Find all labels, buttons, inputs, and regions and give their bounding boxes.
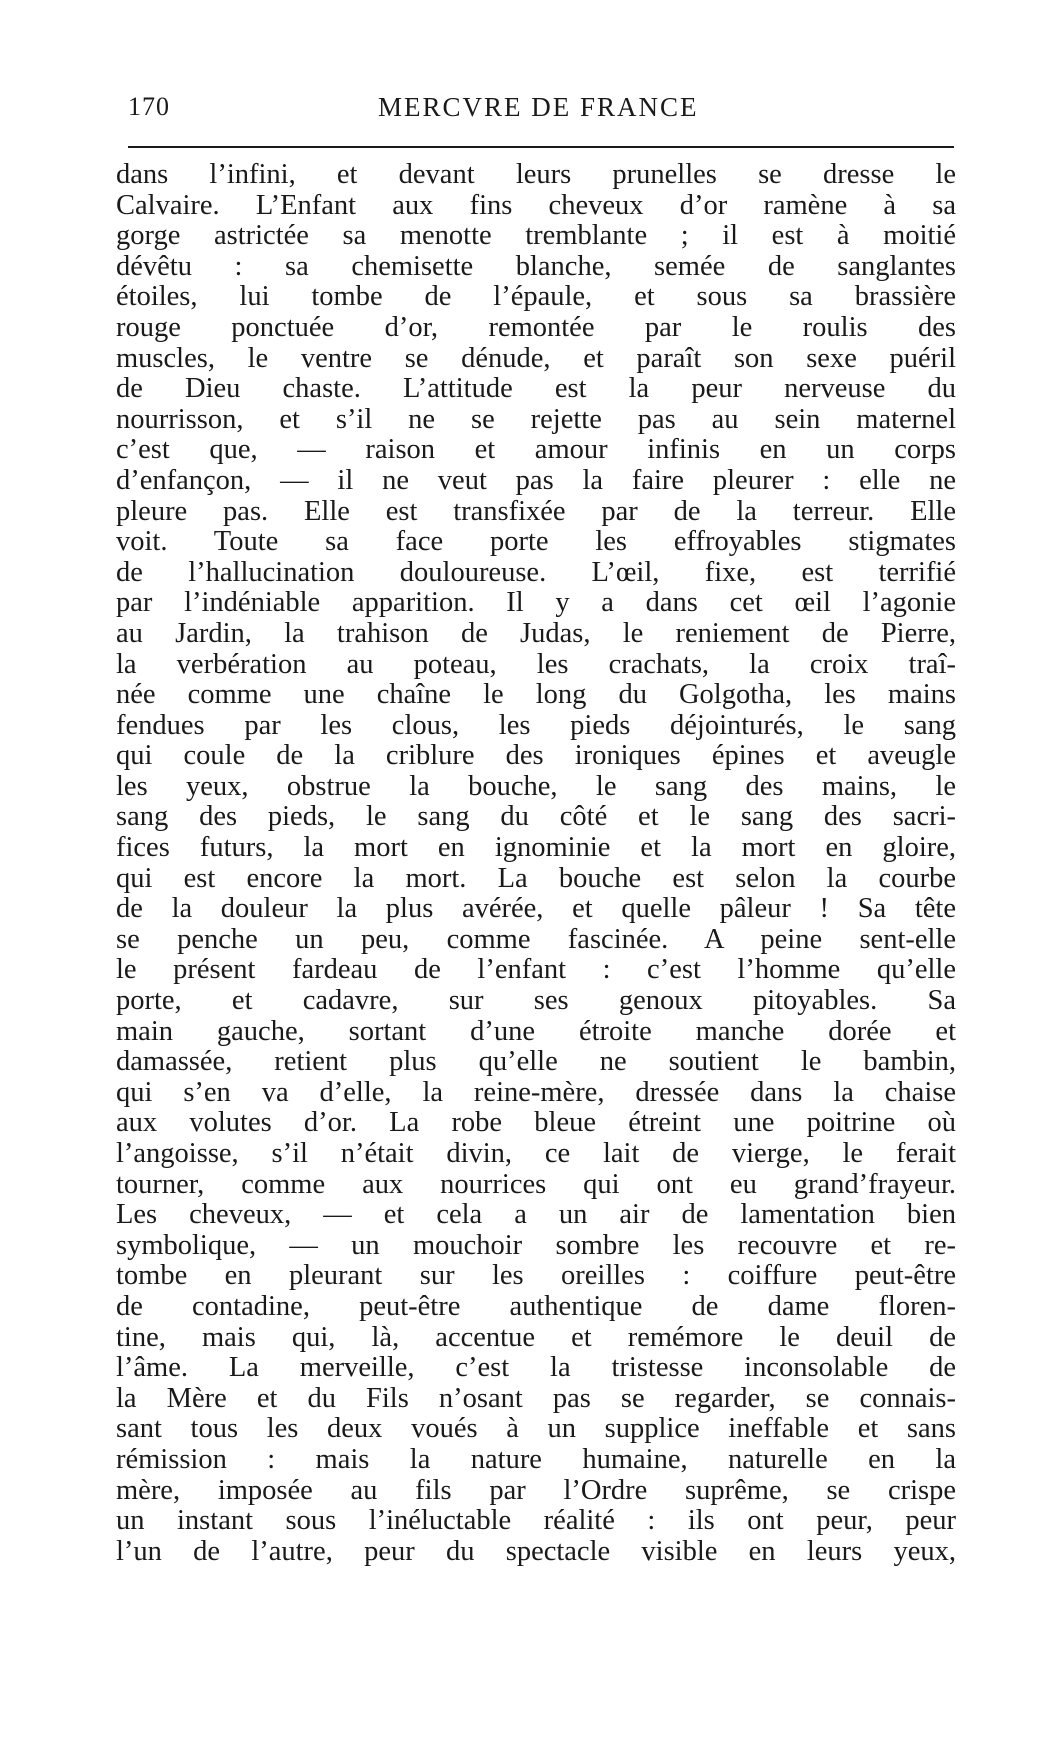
text-line: de l’hallucination douloureuse. L’œil, fixe, est terrifié (116, 557, 956, 588)
text-line: c’est que, — raison et amour infinis en un corps (116, 435, 956, 466)
text-line: la Mère et du Fils n’osant pas se regarder, se connais- (116, 1383, 956, 1414)
text-line: mère, imposée au fils par l’Ordre suprême, se crispe (116, 1475, 956, 1506)
text-line: tine, mais qui, là, accentue et remémore le deuil de (116, 1322, 956, 1353)
text-line: nourrisson, et s’il ne se rejette pas au sein maternel (116, 404, 956, 435)
text-line: l’un de l’autre, peur du spectacle visible en leurs yeux, (116, 1536, 956, 1567)
text-line: de contadine, peut-être authentique de dame floren- (116, 1291, 956, 1322)
text-line: voit. Toute sa face porte les effroyables stigmates (116, 527, 956, 558)
text-line: les yeux, obstrue la bouche, le sang des mains, le (116, 771, 956, 802)
text-line: tombe en pleurant sur les oreilles : coiffure peut-être (116, 1261, 956, 1292)
text-line: qui coule de la criblure des ironiques épines et aveugle (116, 741, 956, 772)
text-line: l’angoisse, s’il n’était divin, ce lait de vierge, le ferait (116, 1139, 956, 1169)
text-line: de Dieu chaste. L’attitude est la peur nerveuse du (116, 374, 956, 405)
journal-title: MERCVRE DE FRANCE (378, 92, 699, 122)
text-line: muscles, le ventre se dénude, et paraît son sexe puéril (116, 343, 956, 374)
text-line: pleure pas. Elle est transfixée par de la terreur. Elle (116, 496, 956, 527)
text-line: fices futurs, la mort en ignominie et la mort en gloire, (116, 833, 956, 864)
text-line: Les cheveux, — et cela a un air de lamentation bien (116, 1200, 956, 1231)
text-line: rouge ponctuée d’or, remontée par le roulis des (116, 312, 956, 343)
running-head (128, 88, 958, 128)
text-line: dans l’infini, et devant leurs prunelles se dresse le (116, 160, 956, 190)
page-number: 170 (128, 92, 170, 121)
body-text (116, 160, 956, 1567)
text-line: aux volutes d’or. La robe bleue étreint une poitrine où (116, 1108, 956, 1139)
text-line: un instant sous l’inéluctable réalité : ils ont peur, peur (116, 1506, 956, 1537)
text-line: dévêtu : sa chemisette blanche, semée de sanglantes (116, 251, 956, 282)
text-line: tourner, comme aux nourrices qui ont eu grand’frayeur. (116, 1169, 956, 1200)
text-line: qui est encore la mort. La bouche est selon la courbe (116, 863, 956, 894)
text-line: de la douleur la plus avérée, et quelle pâleur ! Sa tête (116, 894, 956, 925)
text-line: étoiles, lui tombe de l’épaule, et sous sa brassière (116, 282, 956, 313)
text-line: sang des pieds, le sang du côté et le sang des sacri- (116, 802, 956, 833)
text-line: porte, et cadavre, sur ses genoux pitoyables. Sa (116, 986, 956, 1017)
text-line: l’âme. La merveille, c’est la tristesse inconsolable de (116, 1353, 956, 1384)
text-line: le présent fardeau de l’enfant : c’est l’homme qu’elle (116, 955, 956, 986)
text-line: la verbération au poteau, les crachats, la croix traî- (116, 649, 956, 680)
text-line: rémission : mais la nature humaine, naturelle en la (116, 1444, 956, 1475)
text-line: se penche un peu, comme fascinée. A peine sent-elle (116, 924, 956, 955)
text-line: Calvaire. L’Enfant aux fins cheveux d’or ramène à sa (116, 190, 956, 221)
text-line: qui s’en va d’elle, la reine-mère, dressée dans la chaise (116, 1077, 956, 1108)
text-line: née comme une chaîne le long du Golgotha, les mains (116, 680, 956, 711)
text-line: symbolique, — un mouchoir sombre les recouvre et re- (116, 1230, 956, 1261)
text-line: main gauche, sortant d’une étroite manche dorée et (116, 1016, 956, 1047)
text-line: d’enfançon, — il ne veut pas la faire pleurer : elle ne (116, 465, 956, 496)
text-line: gorge astrictée sa menotte tremblante ; il est à moitié (116, 221, 956, 252)
text-line: au Jardin, la trahison de Judas, le reniement de Pierre, (116, 618, 956, 649)
text-line: damassée, retient plus qu’elle ne soutient le bambin, (116, 1047, 956, 1078)
text-line: sant tous les deux voués à un supplice ineffable et sans (116, 1414, 956, 1445)
text-line: par l’indéniable apparition. Il y a dans cet œil l’agonie (116, 588, 956, 619)
header-rule (128, 146, 954, 148)
text-line: fendues par les clous, les pieds déjointurés, le sang (116, 710, 956, 741)
